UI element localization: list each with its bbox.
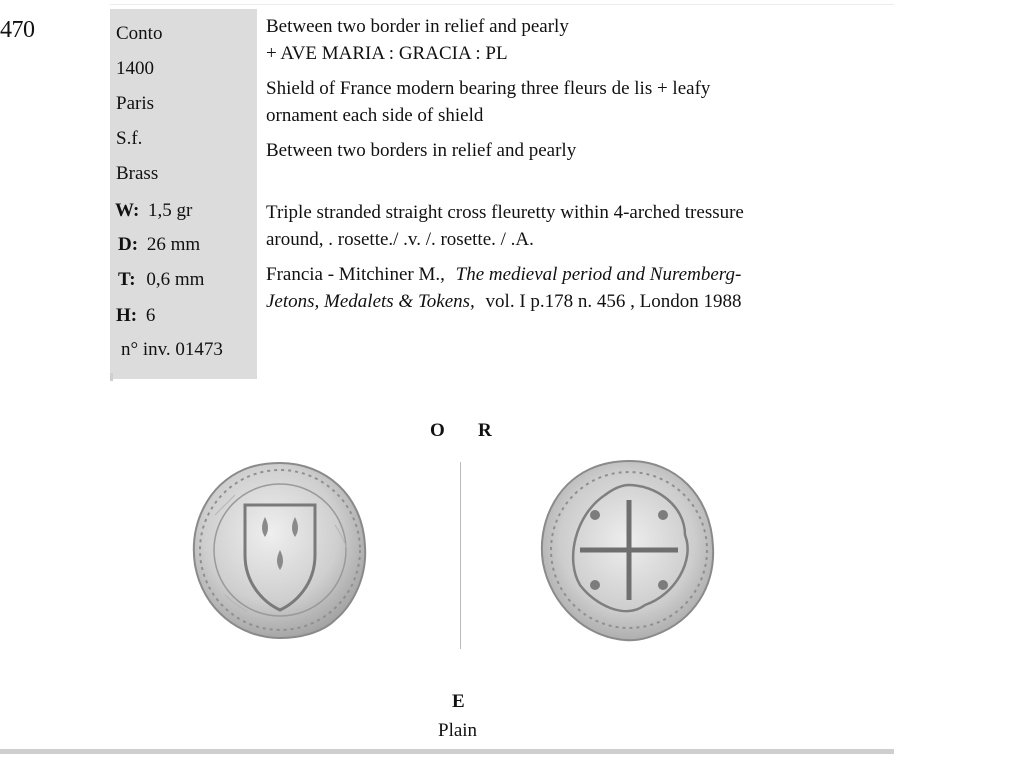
reverse-type [266,199,744,253]
date: 1400 [116,58,154,79]
axis-row [116,305,155,327]
thickness-row [118,269,204,291]
edge-value: Plain [438,720,478,741]
bottom-rule [0,749,894,754]
obverse-legend-line-1: Between two border in relief and pearly [266,16,569,37]
reference-title-2: Jetons, Medalets & Tokens, [266,291,475,312]
reference-suffix: vol. I p.178 n. 456 , London 1988 [485,291,742,312]
obverse-label: O [430,420,445,441]
reverse-legend: Between two borders in relief and pearly [266,140,577,161]
top-rule [110,4,894,5]
thickness-value: 0,6 mm [146,269,205,290]
authority: S.f. [116,128,143,149]
coin-divider [460,462,461,649]
weight-value: 1,5 gr [148,200,193,221]
reference-line-1 [266,261,742,288]
weight-label: W: [115,200,140,221]
catalogue-number: 470 [0,17,35,43]
obverse-coin-image [185,455,375,645]
axis-label: H: [116,305,138,326]
obverse-type [266,75,710,129]
reference-line-2 [266,288,742,315]
obverse-legend [266,13,569,67]
reference-prefix: Francia - Mitchiner M., [266,264,445,285]
thickness-label: T: [118,269,136,290]
axis-value: 6 [145,305,156,326]
bibliographic-reference [266,261,742,315]
material: Brass [116,163,159,184]
denomination: Conto [116,23,163,44]
obverse-type-line-1: Shield of France modern bearing three fleurs de lis + leafy [266,78,711,99]
reverse-type-line-2: around, . rosette./ .v. /. rosette. / .A. [266,229,534,250]
diameter-value: 26 mm [146,234,201,255]
reverse-coin-image [535,455,725,645]
reverse-type-line-1: Triple stranded straight cross fleuretty within 4-arched tressure [266,202,744,223]
reference-title-1: The medieval period and Nuremberg- [455,264,742,285]
weight-row [115,200,192,222]
panel-edge-mark [110,373,113,381]
diameter-row [118,234,200,256]
diameter-label: D: [118,234,139,255]
obverse-type-line-2: ornament each side of shield [266,105,484,126]
reverse-label: R [478,420,492,441]
obverse-legend-line-2: + AVE MARIA : GRACIA : PL [266,43,508,64]
mint: Paris [116,93,154,114]
edge-label: E [452,691,465,712]
inventory-number: n° inv. 01473 [121,339,223,360]
